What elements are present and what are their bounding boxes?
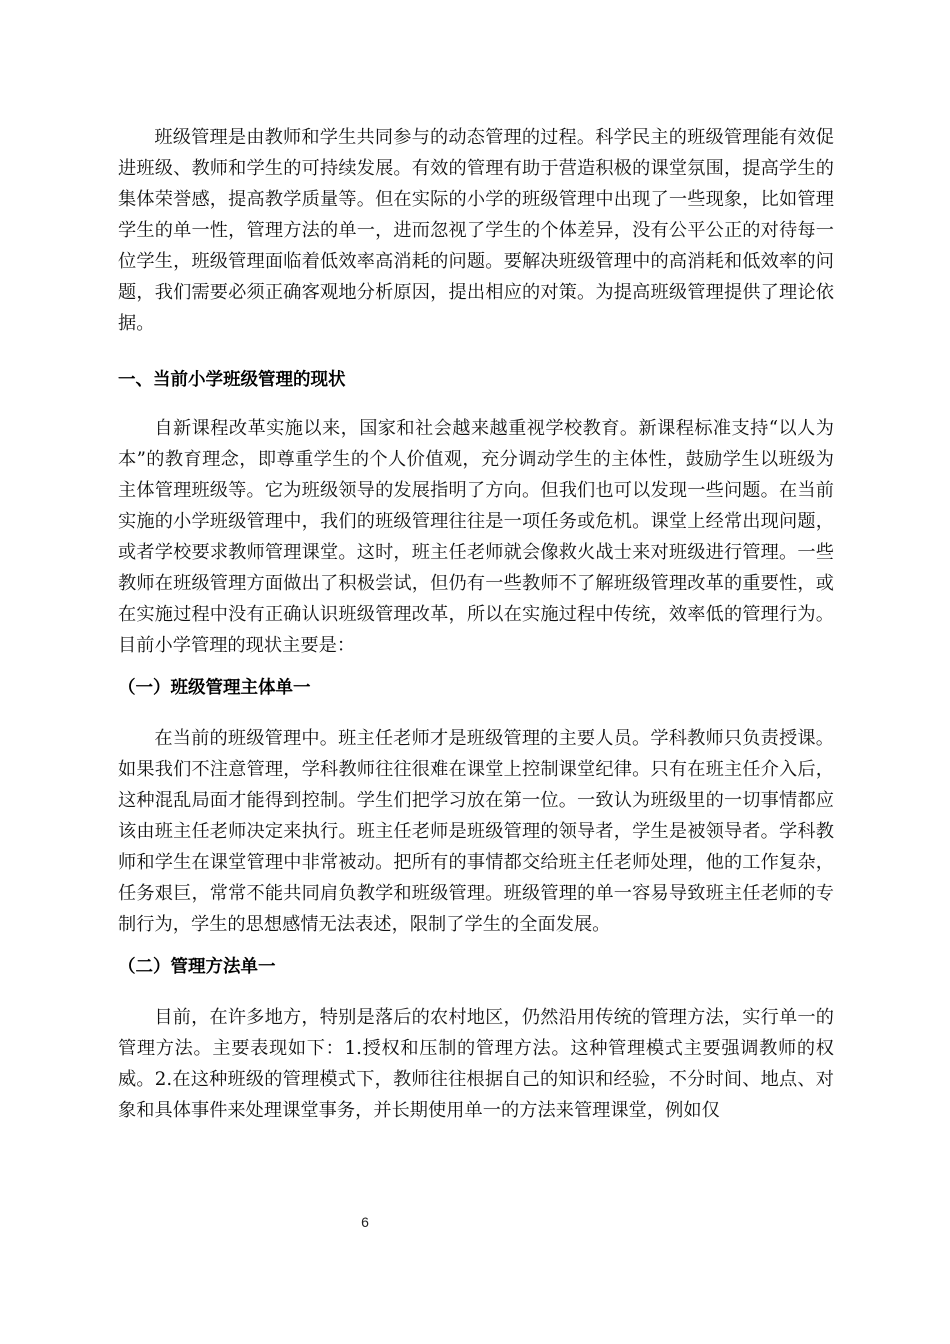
subheading-single-subject: （一）班级管理主体单一 xyxy=(118,678,311,698)
sub1-paragraph: 在当前的班级管理中。班主任老师才是班级管理的主要人员。学科教师只负责授课。如果我们不注意管理，学科教师往往很难在课堂上控制课堂纪律。只有在班主任介入后，这种混乱局面才能得到控制。学生们把学习放在第一位。一致认为班级里的一切事情都应该由班主任老师决定来执行。班主任老师是班级管理的领导者，学生是被领导者。学科教师和学生在课堂管理中非常被动。把所有的事情都交给班主任老师处理，他的工作复杂，任务艰巨，常常不能共同肩负教学和班级管理。班级管理的单一容易导致班主任老师的专制行为，学生的思想感情无法表述，限制了学生的全面发展。 xyxy=(118,728,834,935)
intro-paragraph: 班级管理是由教师和学生共同参与的动态管理的过程。科学民主的班级管理能有效促进班级、教师和学生的可持续发展。有效的管理有助于营造积极的课堂氛围，提高学生的集体荣誉感，提高教学质量等。但在实际的小学的班级管理中出现了一些现象，比如管理学生的单一性，管理方法的单一，进而忽视了学生的个体差异，没有公平公正的对待每一位学生，班级管理面临着低效率高消耗的问题。要解决班级管理中的高消耗和低效率的问题，我们需要必须正确客观地分析原因，提出相应的对策。为提高班级管理提供了理论依据。 xyxy=(118,127,834,334)
subheading-single-method: （二）管理方法单一 xyxy=(118,957,276,977)
sub2-paragraph: 目前，在许多地方，特别是落后的农村地区，仍然沿用传统的管理方法，实行单一的管理方法。主要表现如下：1.授权和压制的管理方法。这种管理模式主要强调教师的权威。2.在这种班级的管理模式下，教师往往根据自己的知识和经验，不分时间、地点、对象和具体事件来处理课堂事务，并长期使用单一的方法来管理课堂，例如仅 xyxy=(118,1007,834,1121)
document-body xyxy=(118,122,834,1126)
section1-paragraph: 自新课程改革实施以来，国家和社会越来越重视学校教育。新课程标准支持“以人为本”的教育理念，即尊重学生的个人价值观，充分调动学生的主体性，鼓励学生以班级为主体管理班级等。它为班级领导的发展指明了方向。但我们也可以发现一些问题。在当前实施的小学班级管理中，我们的班级管理往往是一项任务或危机。课堂上经常出现问题，或者学校要求教师管理课堂。这时，班主任老师就会像救火战士来对班级进行管理。一些教师在班级管理方面做出了积极尝试，但仍有一些教师不了解班级管理改革的重要性，或在实施过程中没有正确认识班级管理改革，所以在实施过程中传统，效率低的管理行为。目前小学管理的现状主要是： xyxy=(118,418,834,656)
section-heading-current-status: 一、当前小学班级管理的现状 xyxy=(118,370,346,390)
page-number: 6 xyxy=(361,1214,369,1230)
